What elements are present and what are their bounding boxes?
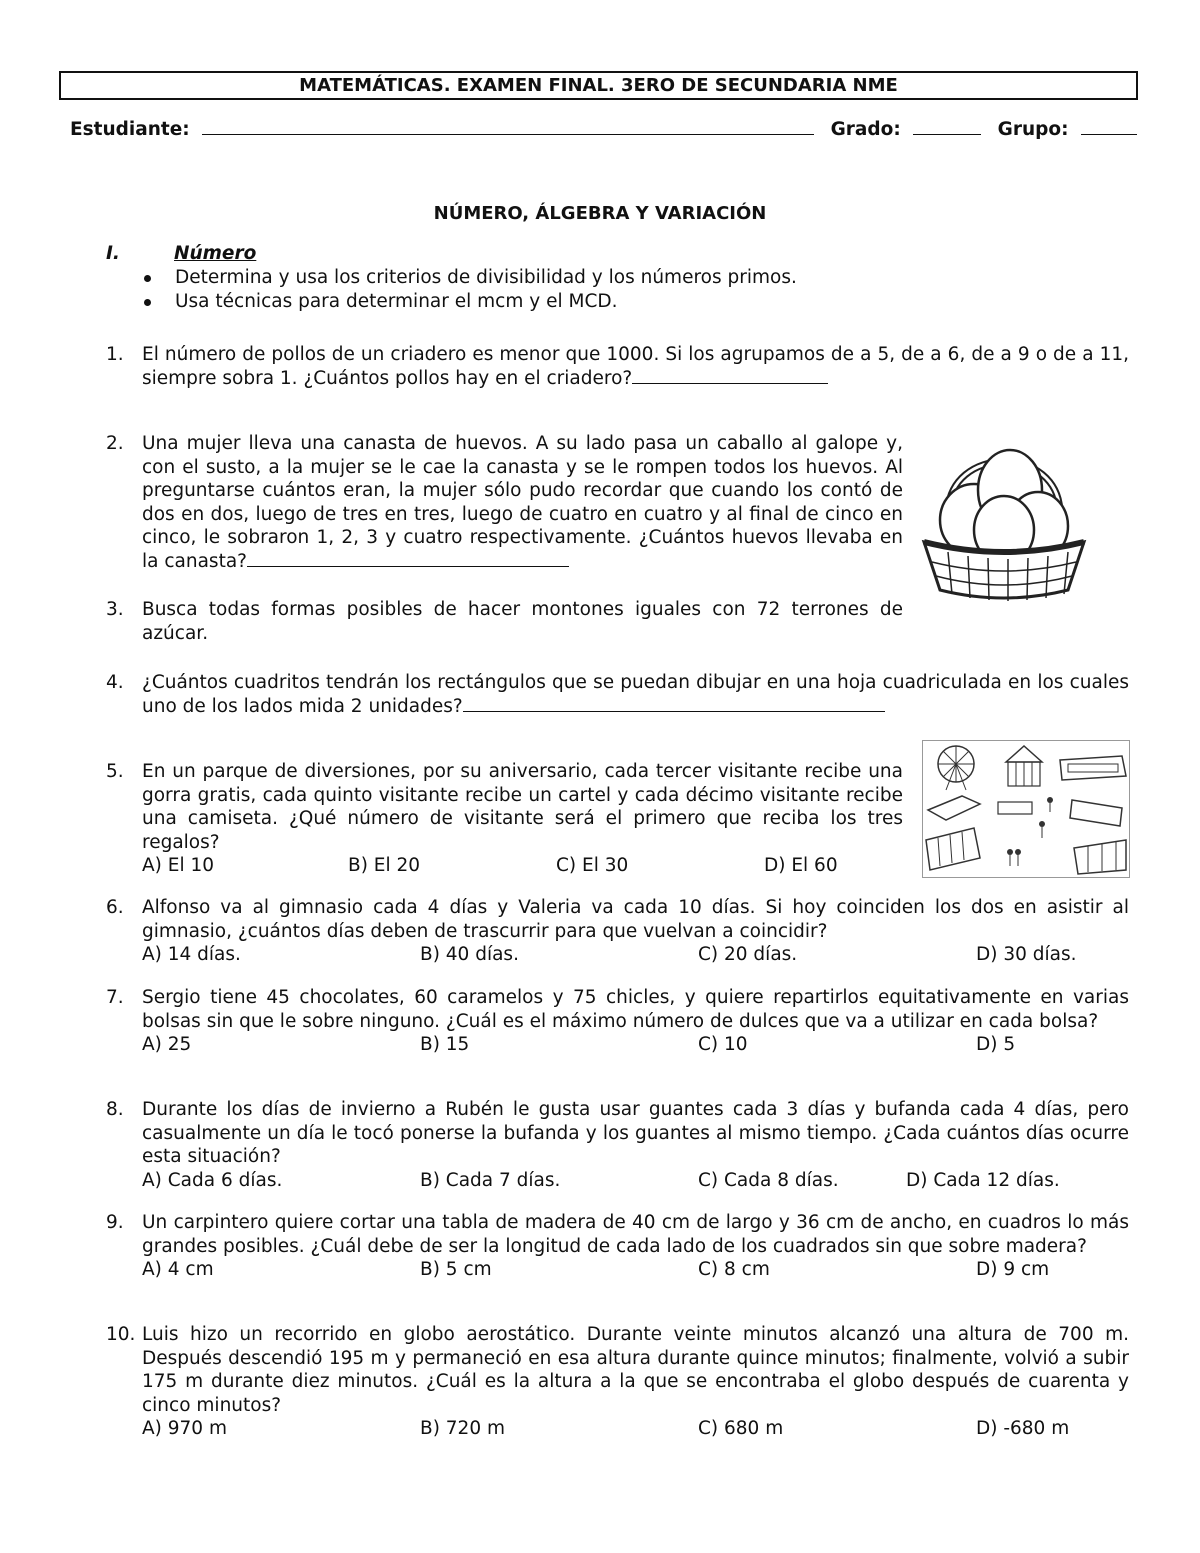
answer-line[interactable] [632,368,828,384]
option-d[interactable]: D) 9 cm [976,1259,1050,1281]
question-text: Una mujer lleva una canasta de huevos. A su lado pasa un caballo al galope y, con el susto, a la mujer se le cae la canasta y se le rompen todos los huevos. Al preguntarse cuántos eran, la mujer sólo pudo recordar que cuando los contó de dos en dos, luego de tres en tres, luego de cuatro en cuatro y al final de cinco en cinco, le sobraron 1, 2, 3 y cuatro respectivamente. ¿Cuántos huevos llevaba en la canasta? [142,433,903,572]
question-text: Sergio tiene 45 chocolates, 60 caramelos y 75 chicles, y quiere repartirlos equitativamente en varias bolsas sin que le sobre ninguno. ¿Cuál es el máximo número de dulces que va a utilizar en cada bolsa? [142,987,1129,1032]
answer-options [142,1033,1129,1057]
option-a[interactable]: A) 4 cm [142,1259,214,1281]
objective-item: Usa técnicas para determinar el mcm y el MCD. [140,290,797,314]
option-c[interactable]: C) 680 m [698,1418,784,1440]
option-d[interactable]: D) 30 días. [976,944,1077,966]
grade-label: Grado: [830,119,901,140]
option-b[interactable]: B) 5 cm [420,1259,492,1281]
question-number: 9. [106,1212,124,1233]
question-number: 1. [106,344,124,365]
option-c[interactable]: C) Cada 8 días. [698,1169,839,1191]
group-label: Grupo: [997,119,1069,140]
amusement-park-image [922,740,1130,878]
option-a[interactable]: A) El 10 [142,855,215,877]
question-4 [106,671,1129,718]
question-text: ¿Cuántos cuadritos tendrán los rectángulos que se puedan dibujar en una hoja cuadriculada en los cuales uno de los lados mida 2 unidades? [142,672,1129,717]
option-a[interactable]: A) 14 días. [142,944,241,966]
question-number: 3. [106,599,124,620]
subsection-number: I. [106,243,120,264]
option-d[interactable]: D) -680 m [976,1418,1070,1440]
answer-options [142,1417,1129,1441]
option-a[interactable]: A) Cada 6 días. [142,1169,283,1191]
option-c[interactable]: C) 10 [698,1034,748,1056]
objectives-list [140,266,797,314]
question-text: Un carpintero quiere cortar una tabla de madera de 40 cm de largo y 36 cm de ancho, en cuadros lo más grandes posibles. ¿Cuál debe de ser la longitud de cada lado de los cuadrados sin que sobre madera? [142,1212,1129,1257]
section-title: NÚMERO, ÁLGEBRA Y VARIACIÓN [433,203,767,224]
answer-options [142,1169,1129,1193]
option-d[interactable]: D) El 60 [764,855,838,877]
question-text: Busca todas formas posibles de hacer montones iguales con 72 terrones de azúcar. [142,599,903,644]
option-d[interactable]: D) 5 [976,1034,1016,1056]
question-number: 5. [106,761,124,782]
option-d[interactable]: D) Cada 12 días. [906,1169,1060,1191]
question-text: Luis hizo un recorrido en globo aerostático. Durante veinte minutos alcanzó una altura de 700 m. Después descendió 195 m y permaneció en esa altura durante quince minutos; finalmente, volvió a subir 175 m durante diez minutos. ¿Cuál es la altura a la que se encontraba el globo después de cuarenta y cinco minutos? [142,1324,1129,1416]
question-number: 10. [106,1324,136,1345]
option-a[interactable]: A) 25 [142,1034,192,1056]
student-info-line [70,118,1130,140]
egg-basket-image [918,434,1090,604]
basket-icon [918,434,1090,604]
option-b[interactable]: B) El 20 [348,855,421,877]
amusement-park-icon [922,740,1130,878]
answer-line[interactable] [247,551,569,567]
exam-title: MATEMÁTICAS. EXAMEN FINAL. 3ERO DE SECUNDARIA NME [59,71,1138,100]
subsection-topic: Número [174,243,257,264]
question-10 [106,1323,1129,1441]
question-9 [106,1211,1129,1282]
question-text: Durante los días de invierno a Rubén le gusta usar guantes cada 3 días y bufanda cada 4 días, pero casualmente un día le tocó ponerse la bufanda y los guantes al mismo tiempo. ¿Cada cuántos días ocurre esta situación? [142,1099,1129,1168]
answer-line[interactable] [463,696,885,712]
option-b[interactable]: B) 15 [420,1034,470,1056]
question-text: Alfonso va al gimnasio cada 4 días y Valeria va cada 10 días. Si hoy coinciden los dos en asistir al gimnasio, ¿cuántos días deben de trascurrir para que vuelvan a coincidir? [142,897,1129,942]
option-a[interactable]: A) 970 m [142,1418,227,1440]
subsection-heading [106,243,256,264]
question-7 [106,986,1129,1057]
question-number: 8. [106,1099,124,1120]
question-3 [106,598,903,645]
question-number: 6. [106,897,124,918]
student-label: Estudiante: [70,119,190,140]
question-8 [106,1098,1129,1192]
option-c[interactable]: C) 20 días. [698,944,798,966]
option-c[interactable]: C) 8 cm [698,1259,770,1281]
question-1 [106,343,1129,390]
grade-field[interactable] [913,118,981,135]
question-number: 4. [106,672,124,693]
question-text: En un parque de diversiones, por su aniversario, cada tercer visitante recibe una gorra gratis, cada quinto visitante recibe un cartel y cada décimo visitante recibe una camiseta. ¿Qué número de visitante será el primero que reciba los tres regalos? [142,761,903,853]
answer-options [142,854,903,878]
option-b[interactable]: B) Cada 7 días. [420,1169,561,1191]
option-b[interactable]: B) 720 m [420,1418,506,1440]
question-6 [106,896,1129,967]
option-b[interactable]: B) 40 días. [420,944,519,966]
question-number: 7. [106,987,124,1008]
objective-item: Determina y usa los criterios de divisibilidad y los números primos. [140,266,797,290]
option-c[interactable]: C) El 30 [556,855,629,877]
group-field[interactable] [1081,118,1137,135]
student-name-field[interactable] [202,118,814,135]
answer-options [142,943,1129,967]
answer-options [142,1258,1129,1282]
question-5 [106,760,903,878]
question-text: El número de pollos de un criadero es menor que 1000. Si los agrupamos de a 5, de a 6, de a 9 o de a 11, siempre sobra 1. ¿Cuántos pollos hay en el criadero? [142,344,1129,389]
question-2 [106,432,903,574]
question-number: 2. [106,433,124,454]
